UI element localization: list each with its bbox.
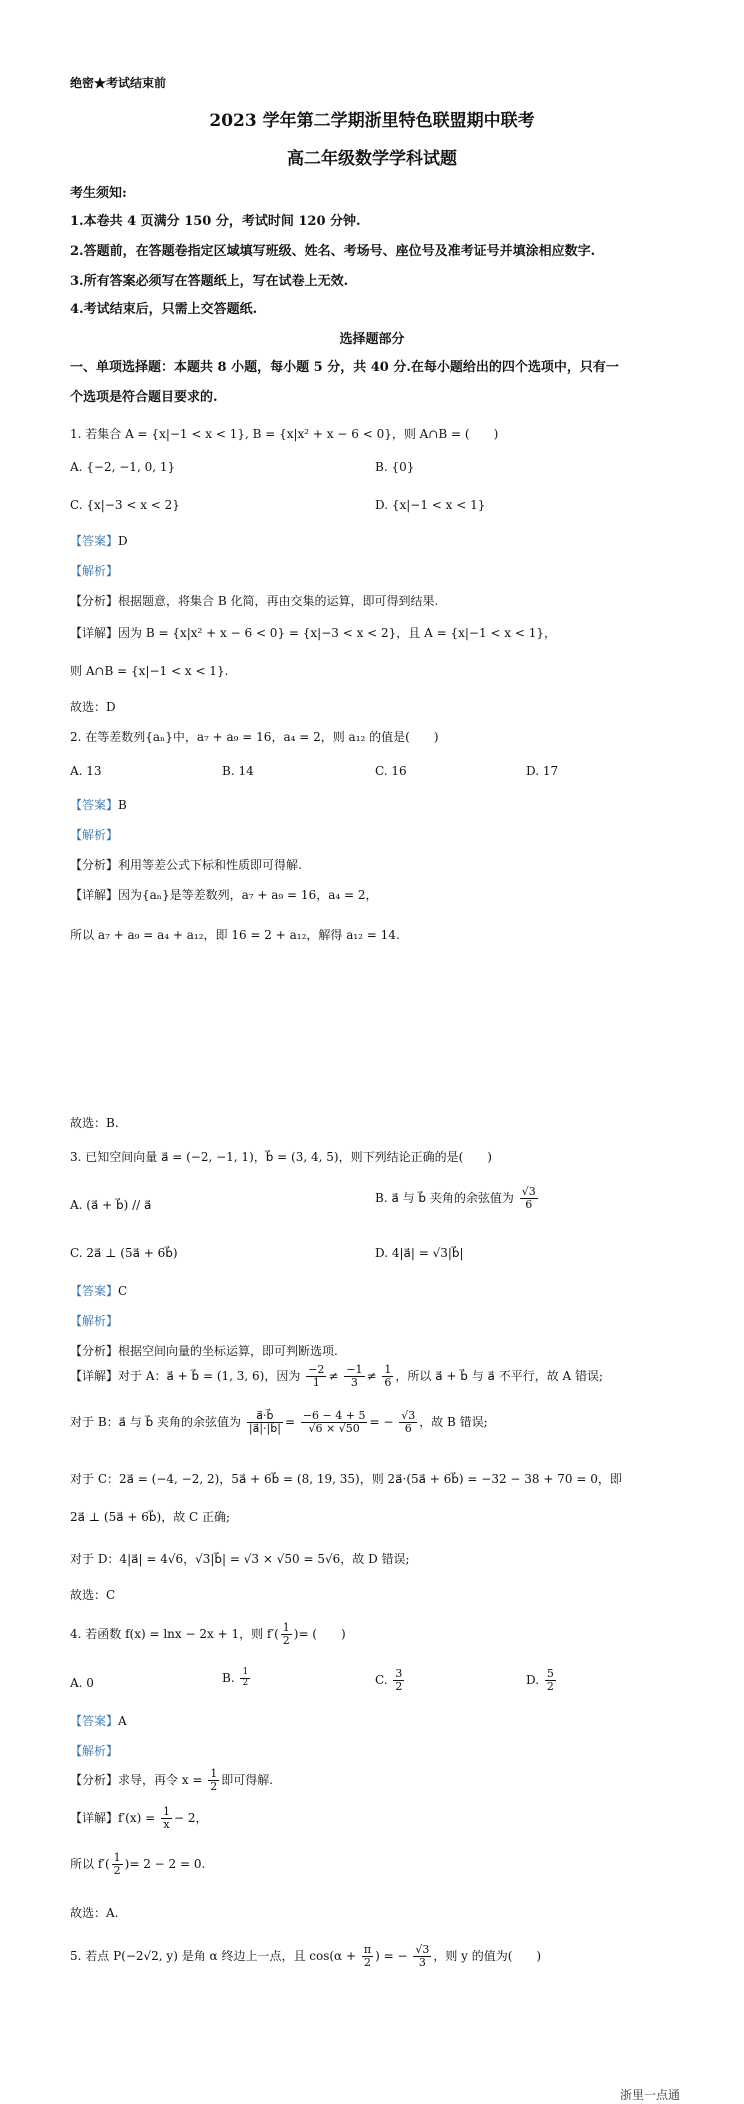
- q3-line-b-post: ，故 B 错误;: [419, 1415, 488, 1430]
- fraction: [161, 1806, 172, 1831]
- q4-line2-post: = 2 − 2 = 0.: [129, 1857, 206, 1872]
- denominator: x: [163, 1818, 170, 1832]
- xiangjie-text: 因为 B = {x|x² + x − 6 < 0} = {x|−3 < x < 2}，且 A = {x|−1 < x < 1}，: [118, 626, 557, 640]
- numerator: 1: [384, 1363, 392, 1376]
- q1-stem: 1. 若集合 A = {x|−1 < x < 1}, B = {x|x² + x − 6 < 0}，则 A∩B = ( ): [70, 427, 499, 441]
- q3-option-a: A. (a⃗ + b⃗) // a⃗: [70, 1198, 152, 1212]
- denominator: 6: [384, 1376, 392, 1390]
- q4-fenxi: [70, 1768, 273, 1793]
- fraction: [413, 1944, 431, 1969]
- exam-title: 2023 学年第二学期浙里特色联盟期中联考: [209, 111, 535, 131]
- numerator: π: [363, 1943, 372, 1956]
- q1-conclusion: 故选：D: [70, 700, 116, 714]
- q3-line-b-pre: 对于 B：a⃗ 与 b⃗ 夹角的余弦值为: [70, 1415, 242, 1430]
- section-intro-line1: 一、单项选择题：本题共 8 小题，每小题 5 分，共 40 分.在每小题给出的四个选项中，只有一: [70, 360, 619, 375]
- fenxi-text-post: 即可得解.: [221, 1773, 274, 1788]
- section-intro-line2: 个选项是符合题目要求的.: [70, 390, 218, 405]
- denominator: 2: [395, 1680, 403, 1694]
- notice-item-3: 3.所有答案必须写在答题纸上，写在试卷上无效.: [70, 274, 349, 289]
- q3-line-a: [70, 1364, 603, 1389]
- option-letter: B.: [222, 1670, 235, 1685]
- denominator: 2: [363, 1956, 371, 1970]
- fenxi-text: 利用等差公式下标和性质即可得解.: [118, 858, 302, 872]
- q5-stem-post: ，则 y 的值为( ): [433, 1949, 542, 1964]
- q1-option-a: A. {−2, −1, 0, 1}: [70, 460, 176, 474]
- q4-option-c: [375, 1668, 406, 1693]
- q4-option-a: A. 0: [70, 1676, 94, 1690]
- answer-label: 【答案】: [70, 1714, 119, 1728]
- denominator: 2: [282, 1634, 290, 1648]
- q5-stem-mid: ) = −: [375, 1949, 408, 1964]
- answer-value: B: [118, 798, 127, 812]
- q2-option-a: A. 13: [70, 764, 102, 778]
- q2-line2: 所以 a₇ + a₉ = a₄ + a₁₂，即 16 = 2 + a₁₂，解得 a₁₂ = 14.: [70, 928, 400, 942]
- q4-analysis-label: 【解析】: [70, 1744, 119, 1758]
- numerator: 3: [395, 1667, 403, 1680]
- q3-option-b-text: B. a⃗ 与 b⃗ 夹角的余弦值为: [375, 1191, 514, 1206]
- numerator: −6 − 4 + 5: [302, 1409, 366, 1422]
- q2-option-c: C. 16: [375, 764, 407, 778]
- q4-conclusion: 故选：A.: [70, 1906, 119, 1920]
- denominator: |a⃗|·|b⃗|: [248, 1422, 281, 1436]
- fraction: [208, 1768, 219, 1793]
- fraction: [247, 1410, 283, 1435]
- notice-item-2: 2.答题前，在答题卷指定区域填写班级、姓名、考场号、座位号及准考证号并填涂相应数字.: [70, 244, 596, 259]
- fraction: [344, 1364, 364, 1389]
- xiangjie-text: f′(x) =: [118, 1811, 156, 1826]
- denominator: 2: [242, 1677, 249, 1688]
- fraction: [240, 1668, 250, 1689]
- fenxi-text: 根据题意，将集合 B 化简，再由交集的运算，即可得到结果.: [118, 594, 439, 608]
- q2-stem: 2. 在等差数列{aₙ}中，a₇ + a₉ = 16，a₄ = 2，则 a₁₂ 的值是( ): [70, 730, 439, 744]
- xiangjie-text-post: − 2，: [174, 1811, 208, 1826]
- q4-stem: 4. 若函数 f(x) = lnx − 2x + 1，则 f′( $\frac{1}{2}$ )= ( ): [70, 1621, 346, 1648]
- q3-line-a-post: ，所以 a⃗ + b⃗ 与 a⃗ 不平行，故 A 错误;: [395, 1369, 604, 1384]
- q1-option-d: D. {x|−1 < x < 1}: [375, 498, 486, 512]
- notice-item-1: 1.本卷共 4 页满分 150 分，考试时间 120 分钟.: [70, 214, 361, 229]
- answer-label: 【答案】: [70, 798, 119, 812]
- q1-option-c: C. {x|−3 < x < 2}: [70, 498, 180, 512]
- numerator: −2: [308, 1363, 325, 1376]
- numerator: 5: [546, 1667, 554, 1680]
- denominator: 2: [210, 1780, 218, 1794]
- option-letter: D.: [526, 1673, 540, 1688]
- q4-stem-pre: 4. 若函数 f(x) = lnx − 2x + 1，则 f′: [70, 1627, 275, 1642]
- secret-label: 绝密★考试结束前: [70, 76, 167, 90]
- q2-fenxi: [70, 856, 302, 873]
- q1-fenxi: [70, 592, 438, 609]
- q3-conclusion: 故选：C: [70, 1588, 116, 1602]
- denominator: 6: [525, 1198, 533, 1212]
- fenxi-label: 【分析】: [70, 1773, 119, 1788]
- q4-stem-post: = ( ): [298, 1627, 346, 1642]
- fraction: [301, 1410, 368, 1435]
- numerator: 1: [163, 1805, 171, 1818]
- q3-line-c1: 对于 C：2a⃗ = (−4, −2, 2)，5a⃗ + 6b⃗ = (8, 19, 35)，则 2a⃗·(5a⃗ + 6b⃗) = −32 − 38 + 70 = 0，即: [70, 1472, 622, 1486]
- denominator: 6: [404, 1422, 412, 1436]
- denominator: 3: [418, 1956, 426, 1970]
- q4-option-b: [222, 1668, 252, 1689]
- answer-value: C: [118, 1284, 128, 1298]
- q3-answer: [70, 1282, 127, 1299]
- xiangjie-label: 【详解】: [70, 626, 119, 640]
- section-title: 选择题部分: [339, 332, 405, 347]
- q1-xiangjie: [70, 624, 556, 641]
- numerator: 1: [282, 1621, 290, 1634]
- numerator: 1: [113, 1851, 121, 1864]
- xiangjie-text: 因为{aₙ}是等差数列，a₇ + a₉ = 16，a₄ = 2，: [118, 888, 378, 902]
- notice-heading: 考生须知:: [70, 186, 127, 201]
- q4-line2: 所以 f′( $\frac{1}{2}$ )= 2 − 2 = 0.: [70, 1851, 206, 1878]
- q3-line-c2: 2a⃗ ⊥ (5a⃗ + 6b⃗)，故 C 正确;: [70, 1510, 231, 1524]
- q3-stem: 3. 已知空间向量 a⃗ = (−2, −1, 1)，b⃗ = (3, 4, 5)，则下列结论正确的是( ): [70, 1150, 492, 1164]
- xiangjie-label: 【详解】: [70, 1369, 119, 1384]
- q1-option-b: B. {0}: [375, 460, 415, 474]
- q3-analysis-label: 【解析】: [70, 1314, 119, 1328]
- answer-label: 【答案】: [70, 1284, 119, 1298]
- fraction: [306, 1364, 326, 1389]
- q4-xiangjie: [70, 1806, 208, 1831]
- numerator: a⃗·b⃗: [247, 1410, 283, 1423]
- xiangjie-label: 【详解】: [70, 888, 119, 902]
- q4-answer: [70, 1712, 127, 1729]
- q3-option-d: D. 4|a⃗| = √3|b⃗|: [375, 1246, 464, 1260]
- q2-option-d: D. 17: [526, 764, 559, 778]
- numerator: √3: [401, 1409, 416, 1422]
- numerator: 1: [210, 1767, 218, 1780]
- fraction: [281, 1622, 292, 1647]
- numerator: √3: [415, 1943, 430, 1956]
- fenxi-label: 【分析】: [70, 594, 119, 608]
- fraction: [382, 1364, 393, 1389]
- q5-stem-pre: 5. 若点 P(−2√2, y) 是角 α 终边上一点，且 cos(α +: [70, 1949, 357, 1964]
- fraction: [399, 1410, 417, 1435]
- fraction: [520, 1186, 538, 1211]
- q1-analysis-label: 【解析】: [70, 564, 119, 578]
- neq-sign: ≠: [328, 1369, 339, 1384]
- fenxi-label: 【分析】: [70, 1344, 119, 1358]
- denominator: 1: [312, 1376, 320, 1390]
- q3-line-b: 对于 B：a⃗ 与 b⃗ 夹角的余弦值为 $\frac{a⃗\cdot b⃗}{|a⃗|\cdot|b⃗|}$ = $\frac{-6 - 4 + 5}{√6 \times √50}$ = − $\frac{√3}{6}$ ，故 B 错误;: [70, 1409, 488, 1436]
- q3-option-b: [375, 1186, 540, 1211]
- q4-option-d: [526, 1668, 558, 1693]
- fraction: [112, 1852, 123, 1877]
- q5-stem: [70, 1944, 541, 1969]
- fraction: [362, 1944, 373, 1969]
- q2-option-b: B. 14: [222, 764, 254, 778]
- q4-line2-pre: 所以 f′: [70, 1857, 105, 1872]
- denominator: 2: [113, 1864, 121, 1878]
- fenxi-label: 【分析】: [70, 858, 119, 872]
- answer-label: 【答案】: [70, 534, 119, 548]
- q2-xiangjie: [70, 886, 377, 903]
- answer-value: D: [118, 534, 128, 548]
- numerator: −1: [346, 1363, 363, 1376]
- q2-analysis-label: 【解析】: [70, 828, 119, 842]
- q3-option-c: C. 2a⃗ ⊥ (5a⃗ + 6b⃗): [70, 1246, 178, 1260]
- fenxi-text: 求导，再令 x =: [118, 1773, 203, 1788]
- q1-answer: [70, 532, 128, 549]
- q3-line-a-pre: 对于 A：a⃗ + b⃗ = (1, 3, 6)，因为: [118, 1369, 301, 1384]
- answer-value: A: [118, 1714, 127, 1728]
- q2-answer: [70, 796, 127, 813]
- xiangjie-label: 【详解】: [70, 1811, 119, 1826]
- numerator: 1: [242, 1667, 249, 1677]
- footer-watermark: 浙里一点通: [619, 2088, 680, 2102]
- fraction: [393, 1668, 404, 1693]
- neq-sign: ≠: [366, 1369, 377, 1384]
- q1-line2: 则 A∩B = {x|−1 < x < 1}.: [70, 664, 229, 678]
- exam-subtitle: 高二年级数学学科试题: [287, 149, 457, 169]
- denominator: 2: [546, 1680, 554, 1694]
- notice-item-4: 4.考试结束后，只需上交答题纸.: [70, 302, 258, 317]
- q2-conclusion: 故选：B.: [70, 1116, 119, 1130]
- numerator: √3: [521, 1185, 536, 1198]
- q3-fenxi: [70, 1342, 338, 1359]
- denominator: 3: [350, 1376, 358, 1390]
- option-letter: C.: [375, 1673, 388, 1688]
- fraction: [545, 1668, 556, 1693]
- denominator: √6 × √50: [308, 1422, 360, 1436]
- q3-line-d: 对于 D：4|a⃗| = 4√6，√3|b⃗| = √3 × √50 = 5√6，故 D 错误;: [70, 1552, 410, 1566]
- fenxi-text: 根据空间向量的坐标运算，即可判断选项.: [118, 1344, 338, 1358]
